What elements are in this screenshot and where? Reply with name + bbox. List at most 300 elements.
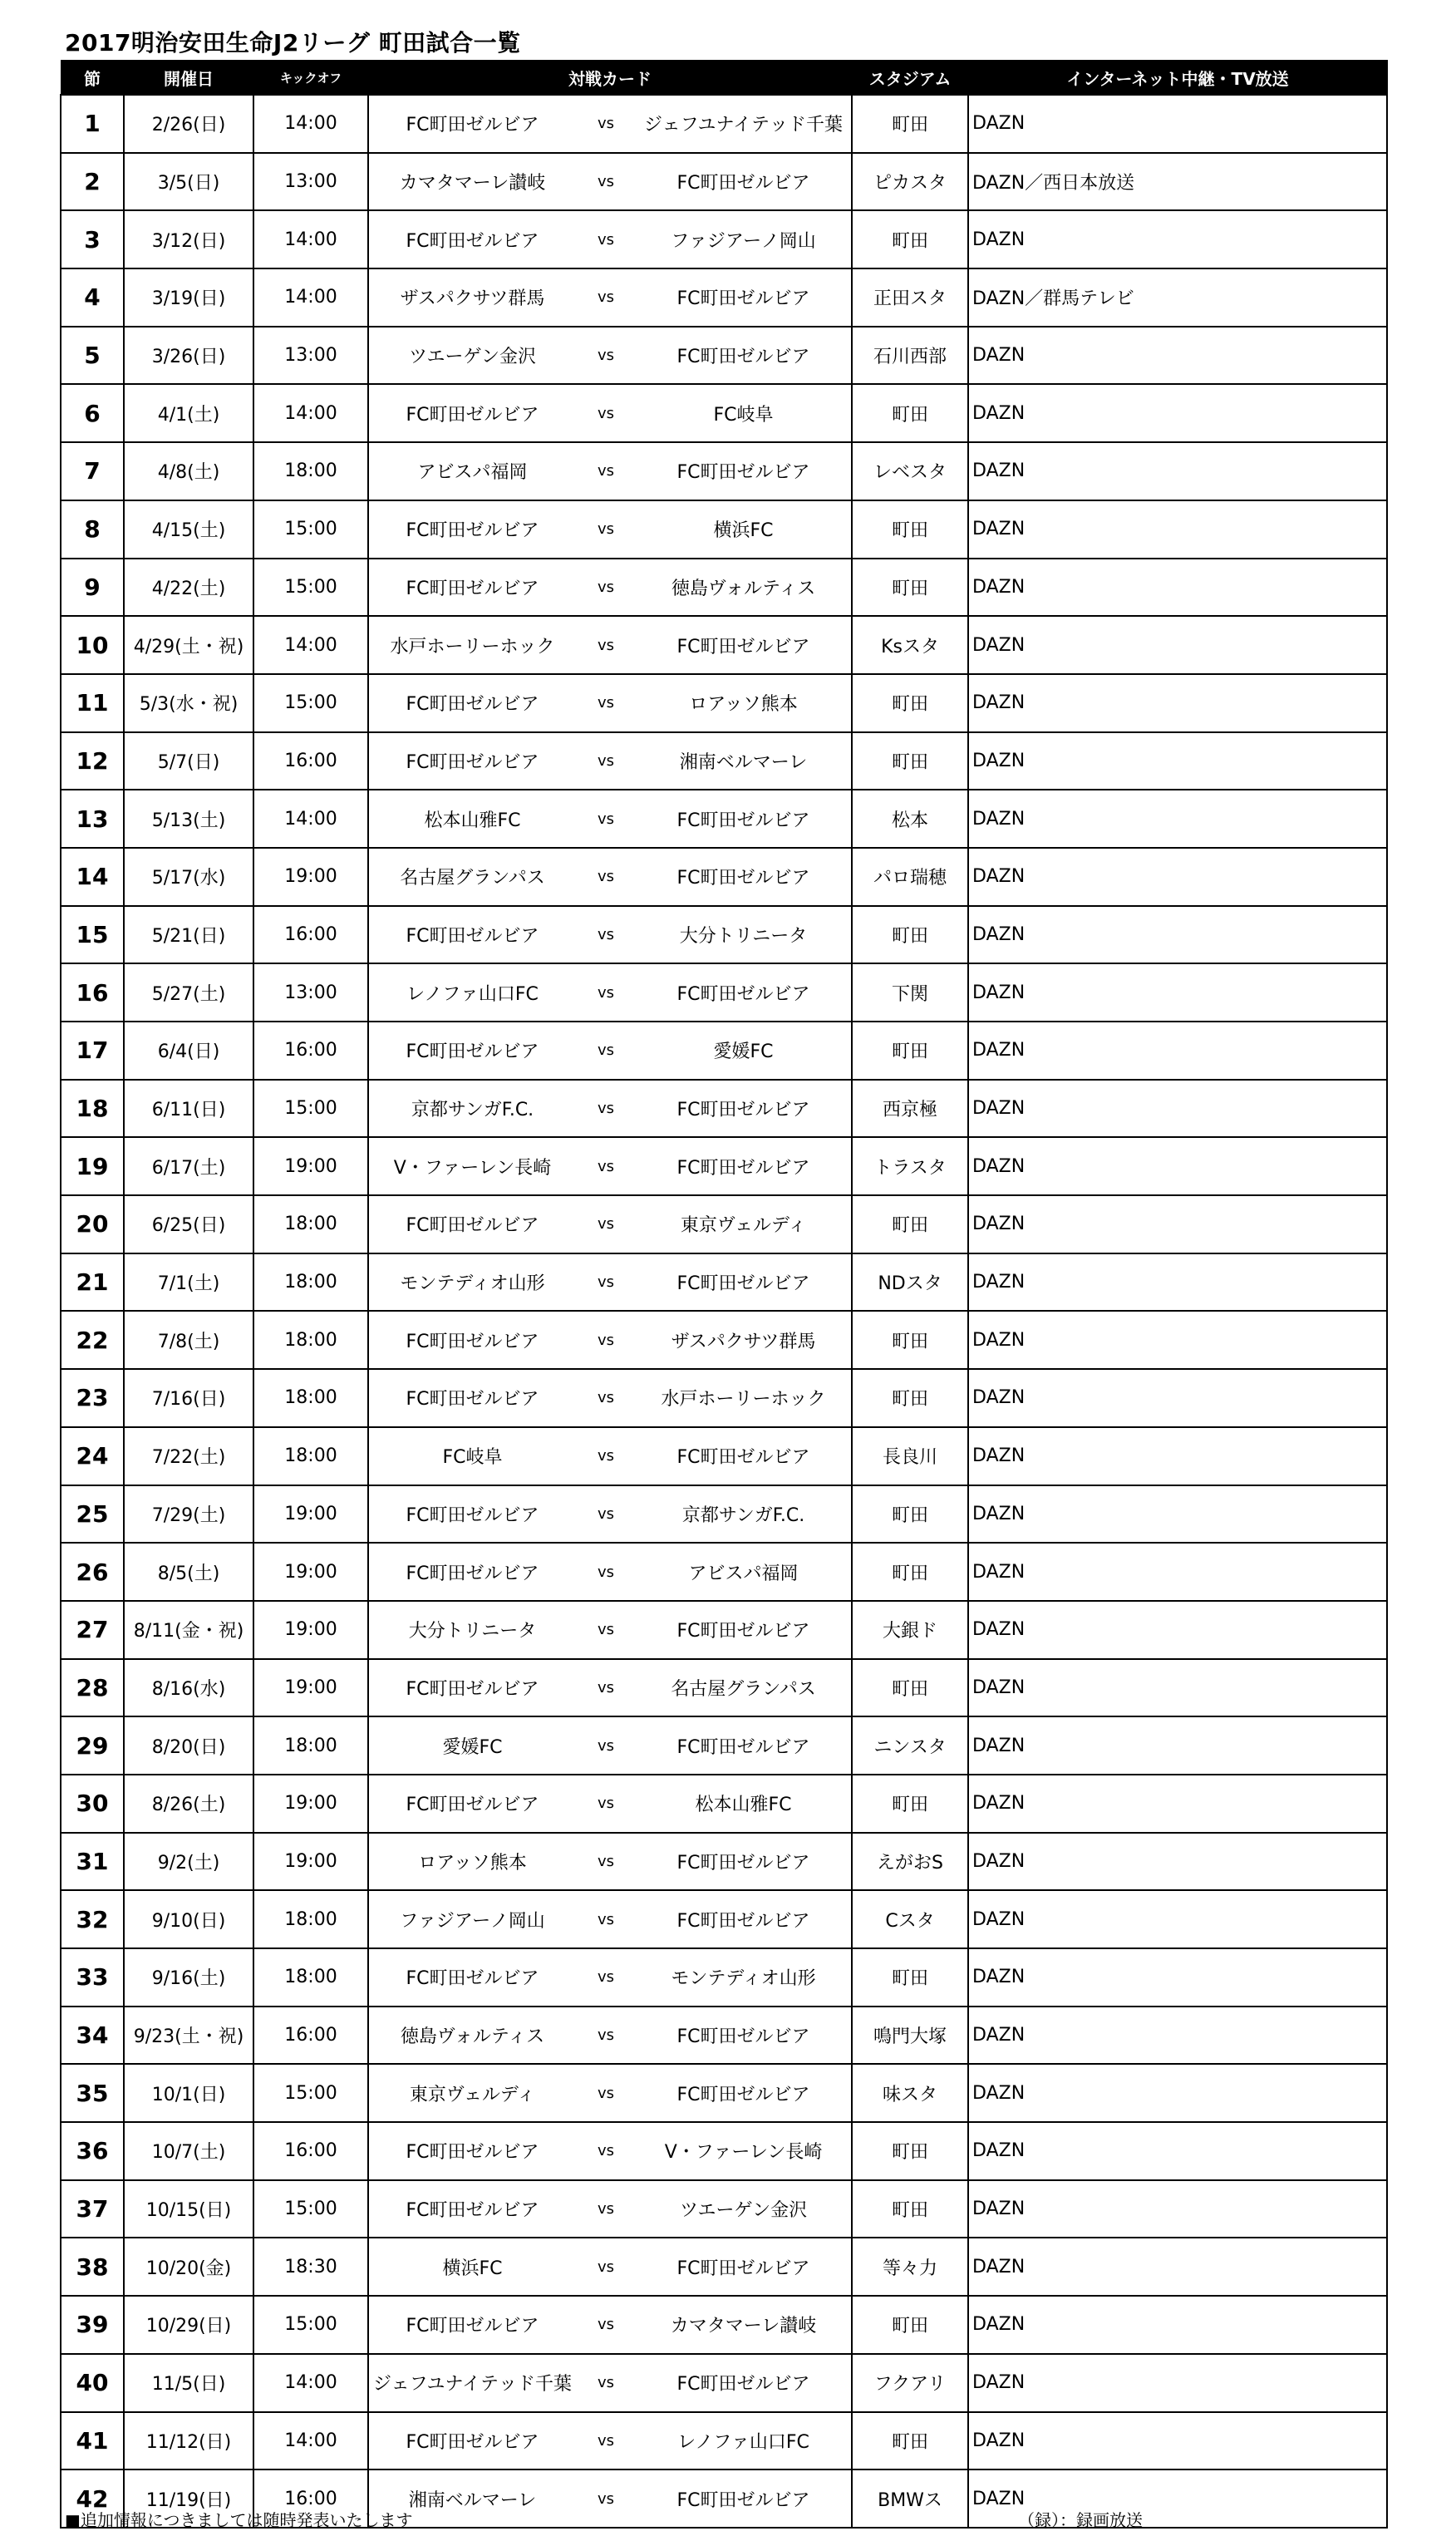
away-team: FC町田ゼルビア [636,1253,852,1312]
table-row [61,2122,1387,2180]
home-team: FC町田ゼルビア [368,906,576,964]
section-number: 42 [61,2469,124,2528]
broadcast: DAZN [968,1485,1387,1544]
vs-label: vs [576,1022,636,1080]
away-team: FC町田ゼルビア [636,327,852,385]
schedule-table [60,60,1388,2529]
away-team: ファジアーノ岡山 [636,210,852,268]
kickoff-time: 19:00 [253,1543,368,1601]
home-team: 徳島ヴォルティス [368,2007,576,2065]
match-date: 6/11(日) [124,1080,253,1138]
section-number: 16 [61,963,124,1022]
kickoff-time: 16:00 [253,732,368,790]
vs-label: vs [576,1253,636,1312]
stadium: 町田 [852,674,968,732]
kickoff-time: 15:00 [253,674,368,732]
vs-label: vs [576,327,636,385]
table-row [61,1137,1387,1195]
footer-note: ■追加情報につきましては随時発表いたします [65,2510,413,2530]
match-date: 4/15(土) [124,500,253,559]
section-number: 28 [61,1659,124,1717]
match-date: 5/13(土) [124,790,253,848]
schedule-table-body [61,95,1387,2528]
header-section: 節 [61,61,124,96]
home-team: FC町田ゼルビア [368,1369,576,1427]
table-row [61,790,1387,848]
kickoff-time: 18:00 [253,1716,368,1775]
broadcast: DAZN [968,2412,1387,2470]
section-number: 14 [61,848,124,906]
match-date: 11/5(日) [124,2354,253,2412]
away-team: 松本山雅FC [636,1775,852,1833]
match-date: 4/22(土) [124,559,253,617]
table-row [61,2296,1387,2354]
broadcast: DAZN [968,95,1387,153]
home-team: V・ファーレン長崎 [368,1137,576,1195]
vs-label: vs [576,848,636,906]
kickoff-time: 19:00 [253,1659,368,1717]
stadium: 町田 [852,500,968,559]
section-number: 2 [61,153,124,211]
table-row [61,1601,1387,1659]
home-team: カマタマーレ讃岐 [368,153,576,211]
page-title: 2017明治安田生命J2リーグ 町田試合一覧 [65,29,521,57]
stadium: BMWス [852,2469,968,2528]
match-date: 4/8(土) [124,442,253,500]
home-team: FC町田ゼルビア [368,500,576,559]
table-row [61,2412,1387,2470]
section-number: 27 [61,1601,124,1659]
vs-label: vs [576,1659,636,1717]
kickoff-time: 13:00 [253,327,368,385]
home-team: FC町田ゼルビア [368,1311,576,1369]
away-team: 京都サンガF.C. [636,1485,852,1544]
header-stadium: スタジアム [852,61,968,96]
kickoff-time: 16:00 [253,2469,368,2528]
kickoff-time: 13:00 [253,153,368,211]
broadcast: DAZN [968,1716,1387,1775]
stadium: 町田 [852,1022,968,1080]
header-broadcast: インターネット中継・TV放送 [968,61,1387,96]
vs-label: vs [576,1369,636,1427]
vs-label: vs [576,674,636,732]
away-team: FC岐阜 [636,384,852,442]
match-date: 2/26(日) [124,95,253,153]
vs-label: vs [576,790,636,848]
header-match: 対戦カード [368,61,852,96]
match-date: 10/15(日) [124,2180,253,2238]
vs-label: vs [576,616,636,674]
match-date: 10/7(土) [124,2122,253,2180]
away-team: 大分トリニータ [636,906,852,964]
broadcast: DAZN [968,848,1387,906]
table-row [61,1716,1387,1775]
stadium: パロ瑞穂 [852,848,968,906]
schedule-table-header [61,61,1387,96]
home-team: 愛媛FC [368,1716,576,1775]
broadcast: DAZN [968,1775,1387,1833]
section-number: 13 [61,790,124,848]
broadcast: DAZN [968,1948,1387,2007]
stadium: 西京極 [852,1080,968,1138]
table-row [61,1080,1387,1138]
match-date: 9/16(土) [124,1948,253,2007]
stadium: 味スタ [852,2064,968,2122]
stadium: 下関 [852,963,968,1022]
kickoff-time: 19:00 [253,1601,368,1659]
stadium: 町田 [852,1369,968,1427]
match-date: 7/29(土) [124,1485,253,1544]
home-team: 東京ヴェルディ [368,2064,576,2122]
section-number: 6 [61,384,124,442]
away-team: FC町田ゼルビア [636,268,852,327]
vs-label: vs [576,1543,636,1601]
home-team: 京都サンガF.C. [368,1080,576,1138]
match-date: 6/25(日) [124,1195,253,1253]
stadium: Ksスタ [852,616,968,674]
kickoff-time: 19:00 [253,848,368,906]
home-team: 横浜FC [368,2238,576,2296]
away-team: ロアッソ熊本 [636,674,852,732]
vs-label: vs [576,963,636,1022]
kickoff-time: 14:00 [253,2354,368,2412]
kickoff-time: 18:00 [253,1427,368,1485]
broadcast: DAZN [968,1833,1387,1891]
away-team: FC町田ゼルビア [636,442,852,500]
vs-label: vs [576,2238,636,2296]
home-team: FC町田ゼルビア [368,1775,576,1833]
vs-label: vs [576,2412,636,2470]
section-number: 41 [61,2412,124,2470]
vs-label: vs [576,95,636,153]
match-date: 8/5(土) [124,1543,253,1601]
home-team: 湘南ベルマーレ [368,2469,576,2528]
kickoff-time: 18:00 [253,1369,368,1427]
table-row [61,1659,1387,1717]
away-team: 湘南ベルマーレ [636,732,852,790]
vs-label: vs [576,1890,636,1948]
away-team: FC町田ゼルビア [636,2007,852,2065]
section-number: 9 [61,559,124,617]
table-row [61,616,1387,674]
table-row [61,2007,1387,2065]
broadcast: DAZN [968,1601,1387,1659]
vs-label: vs [576,2064,636,2122]
stadium: 町田 [852,384,968,442]
away-team: FC町田ゼルビア [636,2469,852,2528]
broadcast: DAZN [968,906,1387,964]
home-team: ツエーゲン金沢 [368,327,576,385]
header-row [61,61,1387,96]
vs-label: vs [576,153,636,211]
section-number: 33 [61,1948,124,2007]
kickoff-time: 16:00 [253,1022,368,1080]
section-number: 36 [61,2122,124,2180]
table-row [61,2180,1387,2238]
stadium: ニンスタ [852,1716,968,1775]
table-row [61,732,1387,790]
vs-label: vs [576,732,636,790]
stadium: 町田 [852,1485,968,1544]
away-team: 水戸ホーリーホック [636,1369,852,1427]
vs-label: vs [576,442,636,500]
stadium: ピカスタ [852,153,968,211]
stadium: 等々力 [852,2238,968,2296]
table-row [61,1948,1387,2007]
broadcast: DAZN [968,442,1387,500]
table-row [61,500,1387,559]
home-team: FC町田ゼルビア [368,1948,576,2007]
away-team: FC町田ゼルビア [636,1601,852,1659]
away-team: 東京ヴェルディ [636,1195,852,1253]
match-date: 3/26(日) [124,327,253,385]
broadcast: DAZN／群馬テレビ [968,268,1387,327]
away-team: FC町田ゼルビア [636,848,852,906]
match-date: 11/12(日) [124,2412,253,2470]
broadcast: DAZN [968,500,1387,559]
away-team: 徳島ヴォルティス [636,559,852,617]
home-team: ジェフユナイテッド千葉 [368,2354,576,2412]
broadcast: DAZN [968,1311,1387,1369]
stadium: 町田 [852,2122,968,2180]
kickoff-time: 18:00 [253,442,368,500]
away-team: ツエーゲン金沢 [636,2180,852,2238]
away-team: FC町田ゼルビア [636,2354,852,2412]
section-number: 26 [61,1543,124,1601]
stadium: 町田 [852,1659,968,1717]
broadcast: DAZN [968,2238,1387,2296]
kickoff-time: 18:00 [253,1253,368,1312]
stadium: 石川西部 [852,327,968,385]
away-team: レノファ山口FC [636,2412,852,2470]
match-date: 5/21(日) [124,906,253,964]
section-number: 10 [61,616,124,674]
table-row [61,1195,1387,1253]
table-row [61,906,1387,964]
broadcast: DAZN [968,2122,1387,2180]
section-number: 35 [61,2064,124,2122]
kickoff-time: 16:00 [253,906,368,964]
kickoff-time: 14:00 [253,210,368,268]
table-row [61,1833,1387,1891]
stadium: 長良川 [852,1427,968,1485]
home-team: FC町田ゼルビア [368,2412,576,2470]
match-date: 10/29(日) [124,2296,253,2354]
match-date: 11/19(日) [124,2469,253,2528]
away-team: FC町田ゼルビア [636,2238,852,2296]
broadcast: DAZN [968,2007,1387,2065]
home-team: 松本山雅FC [368,790,576,848]
match-date: 5/27(土) [124,963,253,1022]
match-date: 10/20(金) [124,2238,253,2296]
vs-label: vs [576,1080,636,1138]
broadcast: DAZN [968,559,1387,617]
home-team: 大分トリニータ [368,1601,576,1659]
section-number: 32 [61,1890,124,1948]
section-number: 7 [61,442,124,500]
header-kickoff: キックオフ [253,61,368,96]
away-team: FC町田ゼルビア [636,616,852,674]
away-team: FC町田ゼルビア [636,1137,852,1195]
match-date: 3/5(日) [124,153,253,211]
table-row [61,1890,1387,1948]
stadium: えがおS [852,1833,968,1891]
stadium: Cスタ [852,1890,968,1948]
home-team: FC町田ゼルビア [368,2180,576,2238]
match-date: 7/16(日) [124,1369,253,1427]
table-row [61,1543,1387,1601]
broadcast: DAZN [968,2180,1387,2238]
away-team: 愛媛FC [636,1022,852,1080]
section-number: 21 [61,1253,124,1312]
kickoff-time: 19:00 [253,1775,368,1833]
table-row [61,559,1387,617]
broadcast: DAZN [968,1195,1387,1253]
broadcast: DAZN [968,384,1387,442]
vs-label: vs [576,210,636,268]
footer-legend: （録）：録画放送 [1018,2510,1143,2530]
kickoff-time: 14:00 [253,790,368,848]
vs-label: vs [576,1485,636,1544]
table-row [61,2354,1387,2412]
broadcast: DAZN [968,1427,1387,1485]
home-team: FC町田ゼルビア [368,674,576,732]
broadcast: DAZN [968,2354,1387,2412]
section-number: 37 [61,2180,124,2238]
broadcast: DAZN [968,327,1387,385]
match-date: 7/22(土) [124,1427,253,1485]
vs-label: vs [576,2354,636,2412]
section-number: 19 [61,1137,124,1195]
away-team: アビスパ福岡 [636,1543,852,1601]
section-number: 5 [61,327,124,385]
stadium: 町田 [852,2412,968,2470]
home-team: FC町田ゼルビア [368,1195,576,1253]
vs-label: vs [576,2296,636,2354]
home-team: FC岐阜 [368,1427,576,1485]
vs-label: vs [576,559,636,617]
broadcast: DAZN [968,963,1387,1022]
header-date: 開催日 [124,61,253,96]
kickoff-time: 15:00 [253,2296,368,2354]
stadium: 町田 [852,732,968,790]
table-row [61,1485,1387,1544]
vs-label: vs [576,500,636,559]
broadcast: DAZN [968,674,1387,732]
home-team: ロアッソ熊本 [368,1833,576,1891]
home-team: 水戸ホーリーホック [368,616,576,674]
broadcast: DAZN [968,1137,1387,1195]
table-row [61,153,1387,211]
table-row [61,1253,1387,1312]
table-row [61,674,1387,732]
home-team: FC町田ゼルビア [368,2296,576,2354]
stadium: レベスタ [852,442,968,500]
away-team: FC町田ゼルビア [636,1833,852,1891]
broadcast: DAZN [968,1253,1387,1312]
home-team: アビスパ福岡 [368,442,576,500]
table-row [61,1311,1387,1369]
section-number: 12 [61,732,124,790]
vs-label: vs [576,1716,636,1775]
kickoff-time: 19:00 [253,1833,368,1891]
vs-label: vs [576,1775,636,1833]
kickoff-time: 14:00 [253,616,368,674]
stadium: 正田スタ [852,268,968,327]
section-number: 11 [61,674,124,732]
stadium: 町田 [852,2180,968,2238]
vs-label: vs [576,1833,636,1891]
vs-label: vs [576,2469,636,2528]
match-date: 8/11(金・祝) [124,1601,253,1659]
table-row [61,210,1387,268]
away-team: FC町田ゼルビア [636,963,852,1022]
broadcast: DAZN [968,1543,1387,1601]
match-date: 6/4(日) [124,1022,253,1080]
vs-label: vs [576,1601,636,1659]
stadium: 町田 [852,95,968,153]
section-number: 29 [61,1716,124,1775]
stadium: 町田 [852,559,968,617]
home-team: レノファ山口FC [368,963,576,1022]
stadium: 町田 [852,906,968,964]
kickoff-time: 14:00 [253,268,368,327]
home-team: FC町田ゼルビア [368,1543,576,1601]
match-date: 8/20(日) [124,1716,253,1775]
stadium: 町田 [852,1311,968,1369]
section-number: 20 [61,1195,124,1253]
table-row [61,95,1387,153]
vs-label: vs [576,268,636,327]
kickoff-time: 18:00 [253,1948,368,2007]
home-team: FC町田ゼルビア [368,95,576,153]
table-row [61,1022,1387,1080]
vs-label: vs [576,1195,636,1253]
stadium: フクアリ [852,2354,968,2412]
kickoff-time: 15:00 [253,500,368,559]
kickoff-time: 14:00 [253,384,368,442]
match-date: 8/26(土) [124,1775,253,1833]
table-row [61,268,1387,327]
table-row [61,442,1387,500]
home-team: FC町田ゼルビア [368,732,576,790]
broadcast: DAZN [968,210,1387,268]
broadcast: DAZN [968,1890,1387,1948]
match-date: 9/2(土) [124,1833,253,1891]
away-team: FC町田ゼルビア [636,1427,852,1485]
stadium: 町田 [852,2296,968,2354]
away-team: FC町田ゼルビア [636,1716,852,1775]
kickoff-time: 15:00 [253,1080,368,1138]
home-team: FC町田ゼルビア [368,1659,576,1717]
home-team: FC町田ゼルビア [368,210,576,268]
away-team: FC町田ゼルビア [636,790,852,848]
home-team: 名古屋グランパス [368,848,576,906]
kickoff-time: 18:00 [253,1890,368,1948]
kickoff-time: 18:00 [253,1311,368,1369]
match-date: 4/29(土・祝) [124,616,253,674]
table-row [61,2064,1387,2122]
stadium: NDスタ [852,1253,968,1312]
away-team: FC町田ゼルビア [636,2064,852,2122]
away-team: ザスパクサツ群馬 [636,1311,852,1369]
home-team: FC町田ゼルビア [368,1485,576,1544]
away-team: V・ファーレン長崎 [636,2122,852,2180]
section-number: 23 [61,1369,124,1427]
vs-label: vs [576,1311,636,1369]
section-number: 4 [61,268,124,327]
broadcast: DAZN [968,1369,1387,1427]
